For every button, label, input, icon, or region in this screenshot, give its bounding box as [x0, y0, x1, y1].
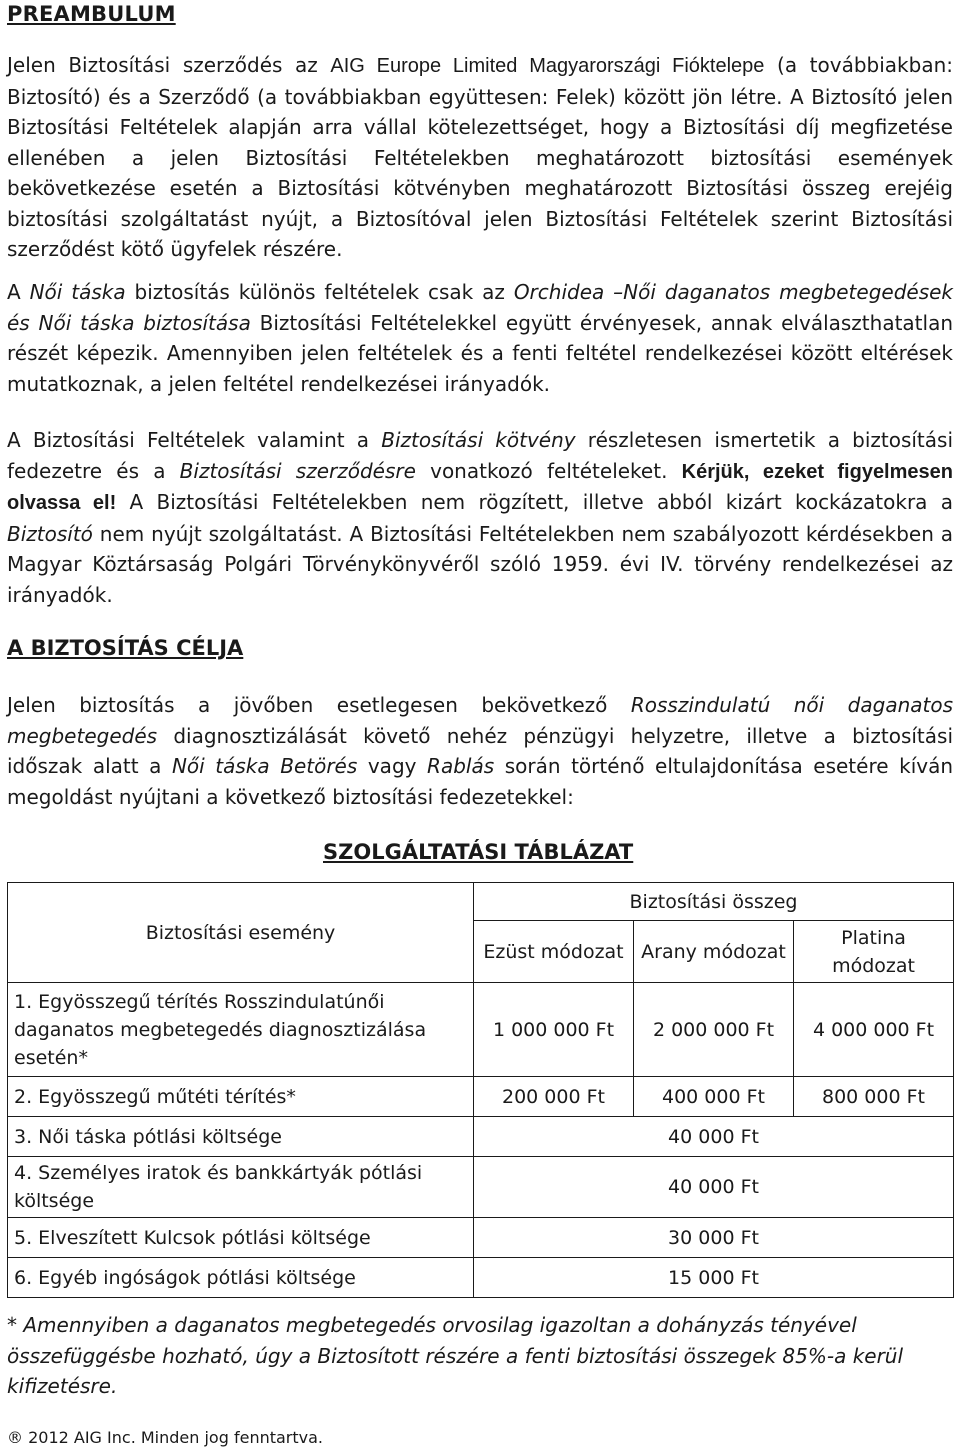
section-title-preambulum: PREAMBULUM [7, 2, 176, 26]
value-cell: 15 000 Ft [474, 1258, 954, 1298]
italic-term: Biztosító [7, 521, 93, 546]
text-run: diagnosztizálását követő nehéz pénzügyi helyzetre, illetve a biztosítási időszak alatt a [7, 723, 953, 778]
italic-term: Biztosítási szerződésre [179, 458, 416, 483]
event-cell: 3. Női táska pótlási költsége [8, 1117, 474, 1157]
preamble-paragraph-1 [7, 50, 953, 265]
table-row [8, 1117, 954, 1157]
copyright-notice: ® 2012 AIG Inc. Minden jog fenntartva. [7, 1428, 324, 1447]
event-cell: 5. Elveszített Kulcsok pótlási költsége [8, 1218, 474, 1258]
table-header-row [8, 883, 954, 921]
value-cell: 200 000 Ft [474, 1077, 634, 1117]
text-run: A [7, 280, 30, 304]
header-arany: Arany módozat [634, 921, 794, 983]
preamble-paragraph-3 [7, 425, 953, 610]
table-row [8, 1258, 954, 1298]
header-event: Biztosítási esemény [8, 883, 474, 983]
table-row [8, 1157, 954, 1218]
text-run: Jelen biztosítás a jövőben esetlegesen bekövetkező [7, 693, 631, 717]
italic-term: Női táska Betörés [171, 754, 358, 778]
section-title-purpose: A BIZTOSÍTÁS CÉLJA [7, 636, 244, 660]
text-run: nem nyújt szolgáltatást. A Biztosítási Feltételekben nem szabályozott kérdésekben a Magyar Köztársaság Polgári Törvénykönyvéről szóló 1959. évi IV. törvény rendelkezései az irányadók. [7, 521, 953, 607]
text-run: részletesen ismertetik a biztosítási fedezetre és a [7, 428, 954, 483]
event-cell: 4. Személyes iratok és bankkártyák pótlási költsége [8, 1157, 474, 1218]
company-name: AIG Europe Limited Magyarországi Fióktelepe [330, 55, 765, 77]
table-row [8, 1077, 954, 1117]
table-title: SZOLGÁLTATÁSI TÁBLÁZAT [323, 840, 634, 864]
value-cell: 4 000 000 Ft [794, 983, 954, 1077]
value-cell: 800 000 Ft [794, 1077, 954, 1117]
value-cell: 1 000 000 Ft [474, 983, 634, 1077]
text-run: A Biztosítási Feltételek valamint a [7, 428, 382, 452]
header-sum: Biztosítási összeg [474, 883, 954, 921]
italic-term: Rosszindulatú női daganatos megbetegedés [7, 693, 953, 748]
header-platina: Platina módozat [794, 921, 954, 983]
value-cell: 400 000 Ft [634, 1077, 794, 1117]
text-run: (a továbbiakban: Biztosító) és a Szerződő (a továbbiakban együttesen: Felek) között jön létre. A Biztosító jelen Biztosítási Feltételek alapján arra vállal kötelezettséget, hogy a Biztosítási díj megfizetése ellenében a jelen Biztosítási Feltételekben meghatározott biztosítási események bekövetkezése esetén a Biztosítási kötvényben meghatározott Biztosítási összeg erejéig biztosítási szolgáltatást nyújt, a Biztosítóval jelen Biztosítási Feltételek szerint Biztosítási szerződést kötő ügyfelek részére. [7, 53, 954, 261]
text-run: során történő eltulajdonítása esetére kíván megoldást nyújtani a következő biztosítási fedezetekkel: [7, 754, 954, 809]
table-row [8, 983, 954, 1077]
service-table [7, 882, 954, 1298]
italic-term: Női táska [29, 280, 126, 304]
text-run: Biztosítási Feltételekkel együtt érvényesek, annak elválaszthatatlan részét képezik. Amennyiben jelen feltételek és a fenti feltétel rendelkezései között eltérések mutatkoznak, a jelen feltétel rendelkezései irányadók. [7, 310, 954, 396]
value-cell: 30 000 Ft [474, 1218, 954, 1258]
text-run: Jelen Biztosítási szerződés az [7, 53, 331, 77]
value-cell: 40 000 Ft [474, 1117, 954, 1157]
text-run: A Biztosítási Feltételekben nem rögzített, illetve abból kizárt kockázatokra a [116, 490, 953, 514]
emphasis-notice: Kérjük, ezeket figyelmesen olvassa el! [7, 460, 953, 514]
table-row [8, 1218, 954, 1258]
footnote: * Amennyiben a daganatos megbetegedés orvosilag igazoltan a dohányzás tényével összefüggésbe hozható, úgy a Biztosított részére a fenti biztosítási összegek 85%-a kerül kifizetésre. [7, 1313, 904, 1398]
italic-term: Rablás [427, 754, 495, 778]
preamble-paragraph-2 [7, 277, 953, 399]
italic-term: Orchidea –Női daganatos megbetegedések és Női táska biztosítása [7, 280, 954, 335]
purpose-paragraph [7, 690, 953, 812]
italic-term: Biztosítási kötvény [381, 428, 576, 452]
event-cell: 1. Egyösszegű térítés Rosszindulatúnői daganatos megbetegedés diagnosztizálása esetén* [8, 983, 474, 1077]
text-run: vonatkozó feltételeket. [415, 458, 682, 483]
value-cell: 2 000 000 Ft [634, 983, 794, 1077]
text-run: biztosítás különös feltételek csak az [125, 280, 514, 304]
header-ezust: Ezüst módozat [474, 921, 634, 983]
event-cell: 2. Egyösszegű műtéti térítés* [8, 1077, 474, 1117]
event-cell: 6. Egyéb ingóságok pótlási költsége [8, 1258, 474, 1298]
text-run: vagy [357, 754, 428, 778]
value-cell: 40 000 Ft [474, 1157, 954, 1218]
